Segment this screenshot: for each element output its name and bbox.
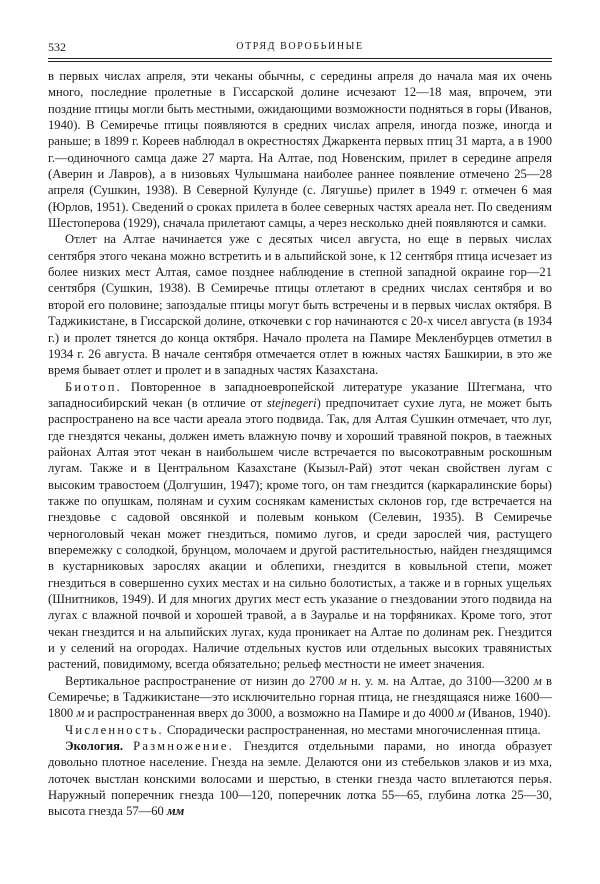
header-rule-thin bbox=[48, 61, 552, 62]
vertical-text-b: н. у. м. на Алтае, до 3100—3200 bbox=[346, 673, 534, 688]
unit-mm: мм bbox=[167, 804, 185, 819]
body-text bbox=[48, 68, 552, 820]
unit-m: м bbox=[533, 673, 542, 688]
abundance-text: Спорадически распространенная, но местами многочисленная птица. bbox=[163, 722, 541, 737]
vertical-text-e: (Иванов, 1940). bbox=[465, 706, 551, 721]
paragraph-abundance bbox=[48, 722, 552, 738]
running-title: ОТРЯД ВОРОБЬИНЫЕ bbox=[236, 41, 364, 52]
paragraph-arrival: в первых числах апреля, эти чеканы обычны, с середины апреля до начала мая их очень много, последние пролетные в Гиссарской долине исчезают 12—18 мая, впрочем, эти поздние птицы могли быть местными, ожидающими возможности подняться в горы (Иванов, 1940). В Семиречье птицы появляются в средних числах апреля, иногда позже, иногда и раньше; в 1899 г. Кореев наблюдал в окрестностях Джаркента первых птиц 31 марта, а в 1900 г.—одиночного самца даже 27 марта. На Алтае, под Новенским, прилет в середине апреля (Аверин и Лавров), а в низовьях Чулышмана наиболее раннее появление отмечено 25—28 апреля (Сушкин, 1938). В Северной Кулунде (с. Лягушье) прилет в 1949 г. отмечен 6 мая (Юрлов, 1951). Сведений о сроках прилета в более северных частях ареала нет. По сведениям Шестоперова (1929), сначала прилетают самцы, а через несколько дней появляются и самки. bbox=[48, 69, 552, 231]
vertical-text-a: Вертикальное распространение от низин до 2700 bbox=[65, 673, 339, 688]
paragraph-ecology bbox=[48, 738, 552, 820]
section-label-ecology: Экология. bbox=[65, 739, 124, 754]
page-number: 532 bbox=[48, 40, 66, 54]
unit-m: м bbox=[338, 673, 347, 688]
unit-m: м bbox=[76, 706, 85, 721]
section-label-breeding: Размножение. bbox=[133, 739, 234, 754]
paragraph-biotope bbox=[48, 379, 552, 673]
biotope-text-b: ) предпочитает сухие луга, не может быть распространено на все части ареала этого подвида. Так, для Алтая Сушкин отмечает, что луг, где гнездятся чеканы, должен иметь влажную почву и хороший травяной покров, в таежных районах Алтая этот чекан в наибольшем числе встречается по высокотравным роскошным лугам. Также и в Центральном Казахстане (Кызыл-Рай) этот чекан свойствен лугам с высоким травостоем (Долгушин, 1947); кроме того, он там гнездится (каркаралинские боры) также по опушкам, полянам и сухим соснякам каменистых склонов гор, где встречается на гнездовье с садовой овсянкой и полевым коньком (Селевин, 1935). В Семиречье черноголовый чекан может гнездиться, помимо лугов, и среди зарослей чия, растущего вперемежку с солодкой, брунцом, молочаем и другой растительностью, найден гнездящимся в кустарниковых зарослях акации и облепихи, гнездится в ковыльной степи, может гнездиться в совершенно сухих местах и на сильно болотистых, а также и в горных ущельях (Шнитников, 1949). И для многих других мест есть указание о гнездовании этого подвида на лугах с влажной почвой и хорошей травой, а в Зауралье и на торфяниках. Кроме того, этот чекан гнездится и на альпийских лугах, куда проникает на Алтае по долинам рек. Гнездится и у селений на огородах. Наличие отдельных кустов или отдельных высоких травянистых растений, повидимому, всегда обязательно; рельеф местности не имеет значения. bbox=[48, 395, 553, 672]
page-header bbox=[48, 40, 552, 58]
paragraph-departure: Отлет на Алтае начинается уже с десятых чисел августа, но еще в первых числах сентября этого чекана можно встретить и в альпийской зоне, к 12 сентября птица исчезает из более низких мест Алтая, самое позднее наблюдение в степной западной окраине гор—21 сентября (Сушкин, 1938). В Семиречье птицы отлетают в средних числах сентября и во второй его половине; запоздалые птицы могут быть встречены и в первых числах октября. В Таджикистане, в Гиссарской долине, откочевки с гор начинаются с 20-х чисел августа (в 1934 г.) и пролет тянется до конца октября. Начало пролета на Памире Мекленбурцев отметил в 1934 г. 26 августа. В начале сентября отмечается отлет в южных частях Башкирии, в это же время бывает отлет и пролет и в западных частях Казахстана. bbox=[48, 232, 552, 378]
paragraph-vertical bbox=[48, 673, 552, 722]
header-rule bbox=[48, 58, 552, 59]
taxon-italic: stejnegeri bbox=[266, 395, 317, 410]
vertical-text-d: и распространенная вверх до 3000, а возможно на Памире и до 4000 bbox=[84, 706, 458, 721]
section-label-abundance: Численность. bbox=[65, 722, 164, 737]
vertical-text-c: в Семиречье; в Таджикистане—это исключительно горная птица, не гнездящаяся ниже 1600—1800 bbox=[48, 673, 552, 721]
biotope-text-a: Повторенное в западноевропейской литературе указание Штегмана, что западносибирский чекан (в отличие от bbox=[48, 379, 552, 410]
unit-m: м bbox=[457, 706, 466, 721]
section-label-biotope: Биотоп. bbox=[65, 379, 123, 394]
ecology-text: Гнездится отдельными парами, но иногда образует довольно плотное население. Гнезда на земле. Делаются они из стебельков злаков и из мха, лоточек выстлан конскими волосами и шерстью, в стенки гнезда часто вплетаются перья. Наружный поперечник гнезда 100—120, поперечник лотка 55—65, глубина лотка 25—30, высота гнезда 57—60 bbox=[48, 739, 552, 819]
